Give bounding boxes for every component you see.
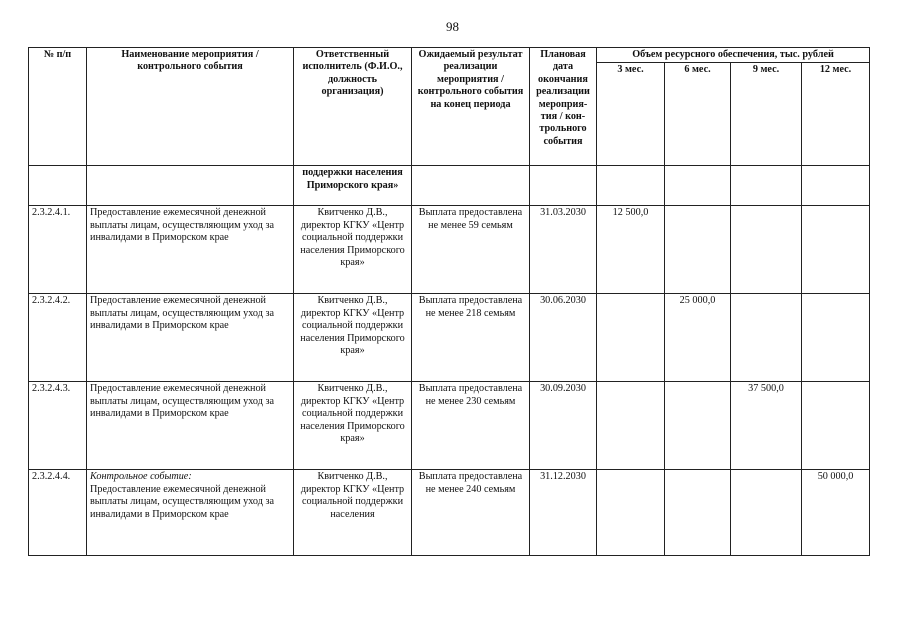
row-m6: [665, 470, 731, 556]
header-m9: 9 мес.: [731, 63, 802, 166]
header-row-1: [29, 48, 870, 63]
row-name-text: Предоставление ежемесячной денежной выплаты лицам, осуществляющим уход за инвалидами в Приморском крае: [90, 483, 274, 520]
row-number: 2.3.2.4.4.: [29, 470, 87, 556]
row-date: 31.12.2030: [530, 470, 597, 556]
row-m12: 50 000,0: [802, 470, 870, 556]
row-m9: 37 500,0: [731, 382, 802, 470]
row-date: 31.03.2030: [530, 206, 597, 294]
row-m9: [731, 206, 802, 294]
page-number: 98: [446, 19, 459, 34]
cell-empty: [87, 166, 294, 206]
cell-empty: [597, 166, 665, 206]
row-name: [87, 382, 294, 470]
row-number: 2.3.2.4.2.: [29, 294, 87, 382]
row-responsible: Квитченко Д.В., директор КГКУ «Центр социальной поддержки населения: [294, 470, 412, 556]
row-number: 2.3.2.4.3.: [29, 382, 87, 470]
continuation-responsible: поддержки населения Приморского края»: [294, 166, 412, 206]
row-date: 30.06.2030: [530, 294, 597, 382]
header-responsible: Ответственный исполнитель (Ф.И.О., должность организация): [294, 48, 412, 166]
row-m6: 25 000,0: [665, 294, 731, 382]
header-m12: 12 мес.: [802, 63, 870, 166]
row-name-text: Предоставление ежемесячной денежной выплаты лицам, осуществляющим уход за инвалидами в Приморском крае: [90, 295, 274, 332]
row-m6: [665, 206, 731, 294]
header-m3: 3 мес.: [597, 63, 665, 166]
row-m3: [597, 382, 665, 470]
row-name: [87, 206, 294, 294]
cell-empty: [665, 166, 731, 206]
cell-empty: [731, 166, 802, 206]
row-responsible: Квитченко Д.В., директор КГКУ «Центр социальной поддержки населения Приморского края»: [294, 294, 412, 382]
row-m3: [597, 294, 665, 382]
measures-table: [28, 47, 870, 556]
header-num: № п/п: [29, 48, 87, 166]
table-row: [29, 206, 870, 294]
row-m9: [731, 470, 802, 556]
row-name: [87, 294, 294, 382]
header-resource: Объем ресурсного обеспечения, тыс. рублей: [597, 48, 870, 63]
row-result: Выплата предоставлена не менее 240 семьям: [412, 470, 530, 556]
row-responsible: Квитченко Д.В., директор КГКУ «Центр социальной поддержки населения Приморского края»: [294, 382, 412, 470]
row-name-text: Предоставление ежемесячной денежной выплаты лицам, осуществляющим уход за инвалидами в Приморском крае: [90, 383, 274, 420]
control-label: Контрольное событие:: [90, 471, 192, 483]
row-name-text: Предоставление ежемесячной денежной выплаты лицам, осуществляющим уход за инвалидами в Приморском крае: [90, 207, 274, 244]
header-date: Плановая дата окончания реализации мероприя-тия / кон-трольного события: [530, 48, 597, 166]
row-m6: [665, 382, 731, 470]
row-responsible: Квитченко Д.В., директор КГКУ «Центр социальной поддержки населения Приморского края»: [294, 206, 412, 294]
row-m12: [802, 382, 870, 470]
cell-empty: [802, 166, 870, 206]
row-m12: [802, 206, 870, 294]
header-m6: 6 мес.: [665, 63, 731, 166]
row-m3: 12 500,0: [597, 206, 665, 294]
row-date: 30.09.2030: [530, 382, 597, 470]
row-result: Выплата предоставлена не менее 218 семьям: [412, 294, 530, 382]
cell-empty: [412, 166, 530, 206]
cell-empty: [530, 166, 597, 206]
table-row: [29, 382, 870, 470]
table-row: [29, 470, 870, 556]
row-m12: [802, 294, 870, 382]
row-result: Выплата предоставлена не менее 59 семьям: [412, 206, 530, 294]
header-name: Наименование мероприятия / контрольного события: [87, 48, 294, 166]
row-name: [87, 470, 294, 556]
row-result: Выплата предоставлена не менее 230 семьям: [412, 382, 530, 470]
row-number: 2.3.2.4.1.: [29, 206, 87, 294]
continuation-row: [29, 166, 870, 206]
header-result: Ожидаемый результат реализации мероприятия / контрольного события на конец периода: [412, 48, 530, 166]
table-row: [29, 294, 870, 382]
row-m9: [731, 294, 802, 382]
row-m3: [597, 470, 665, 556]
cell-empty: [29, 166, 87, 206]
